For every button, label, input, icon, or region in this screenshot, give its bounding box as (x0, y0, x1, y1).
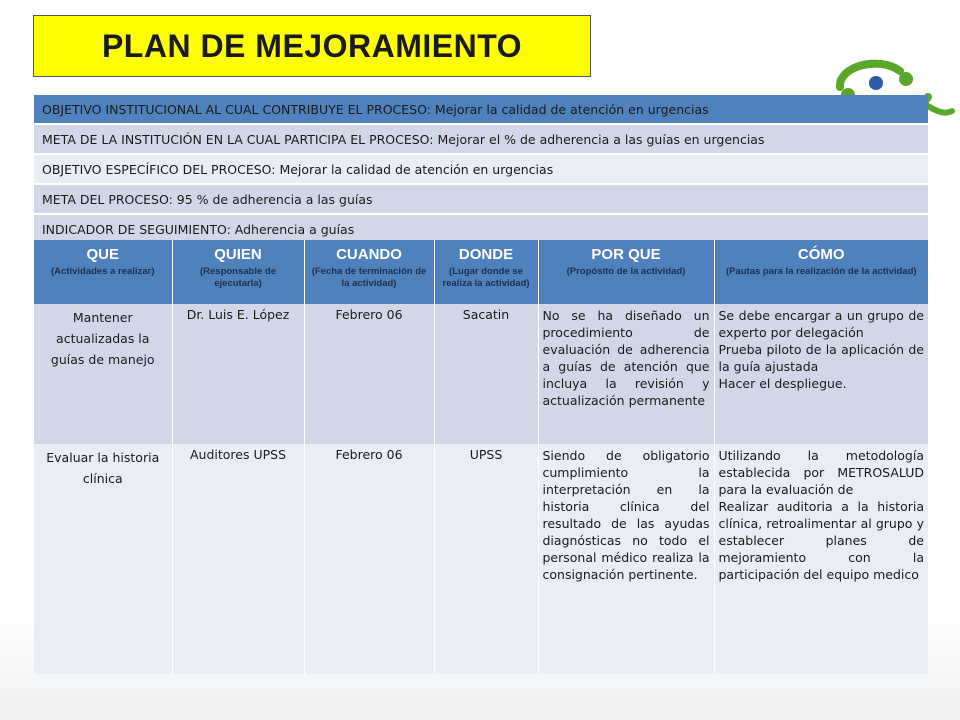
cell-donde: UPSS (434, 444, 538, 674)
como-step: Se debe encargar a un grupo de experto por delegación (718, 308, 924, 340)
como-step: Prueba piloto de la aplicación de la guía ajustada (718, 342, 924, 374)
col-title: CÓMO (797, 246, 845, 263)
cell-por-que: Siendo de obligatorio cumplimiento la interpretación en la historia clínica del resultado de las ayudas diagnósticas no todo el personal médico realiza la consignación pertinente. (538, 444, 714, 674)
improvement-plan-table (34, 240, 928, 674)
cell-que: Evaluar la historia clínica (34, 444, 172, 674)
page-title: PLAN DE MEJORAMIENTO (101, 27, 523, 64)
col-por-que (538, 240, 714, 304)
cell-cuando: Febrero 06 (304, 444, 434, 674)
institutional-goal-row: META DE LA INSTITUCIÓN EN LA CUAL PARTICIPA EL PROCESO: Mejorar el % de adherencia a las guías en urgencias (34, 125, 928, 153)
col-quien (172, 240, 304, 304)
table-header-row (34, 240, 928, 304)
col-subtitle: (Actividades a realizar) (51, 266, 155, 277)
indicator-row: INDICADOR DE SEGUIMIENTO: Adherencia a guías (34, 215, 928, 243)
como-step: Realizar auditoria a la historia clínica, retroalimentar al grupo y establecer planes de mejoramiento con la participación del equipo medico (718, 499, 924, 582)
col-title: QUIEN (214, 246, 262, 263)
cell-como (714, 304, 928, 444)
col-title: QUE (86, 246, 119, 263)
cell-cuando: Febrero 06 (304, 304, 434, 444)
col-subtitle: (Fecha de terminación de la actividad) (311, 266, 427, 289)
col-subtitle: (Propósito de la actividad) (566, 266, 686, 277)
col-subtitle: (Responsable de ejecutarla) (199, 266, 277, 289)
cell-donde: Sacatin (434, 304, 538, 444)
col-donde (434, 240, 538, 304)
cell-por-que: No se ha diseñado un procedimiento de evaluación de adherencia a guías de atención que incluya la revisión y actualización permanente (538, 304, 714, 444)
specific-objective-row: OBJETIVO ESPECÍFICO DEL PROCESO: Mejorar la calidad de atención en urgencias (34, 155, 928, 183)
process-goal-row: META DEL PROCESO: 95 % de adherencia a las guías (34, 185, 928, 213)
col-cuando (304, 240, 434, 304)
cell-como (714, 444, 928, 674)
como-step: Utilizando la metodología establecida por METROSALUD para la evaluación de (718, 448, 924, 497)
col-title: CUANDO (336, 246, 402, 263)
table-row (34, 444, 928, 674)
cell-quien: Dr. Luis E. López (172, 304, 304, 444)
process-info (34, 95, 928, 245)
cell-que: Mantener actualizadas la guías de manejo (34, 304, 172, 444)
table-row (34, 304, 928, 444)
title-banner (33, 15, 591, 77)
col-subtitle: (Pautas para la realización de la actividad) (725, 266, 917, 277)
cell-quien: Auditores UPSS (172, 444, 304, 674)
col-que (34, 240, 172, 304)
col-title: POR QUE (591, 246, 661, 263)
institutional-objective-row: OBJETIVO INSTITUCIONAL AL CUAL CONTRIBUYE EL PROCESO: Mejorar la calidad de atención en urgencias (34, 95, 928, 123)
como-step: Hacer el despliegue. (718, 376, 847, 391)
col-como (714, 240, 928, 304)
col-subtitle: (Lugar donde se realiza la actividad) (442, 266, 530, 289)
col-title: DONDE (458, 246, 514, 263)
